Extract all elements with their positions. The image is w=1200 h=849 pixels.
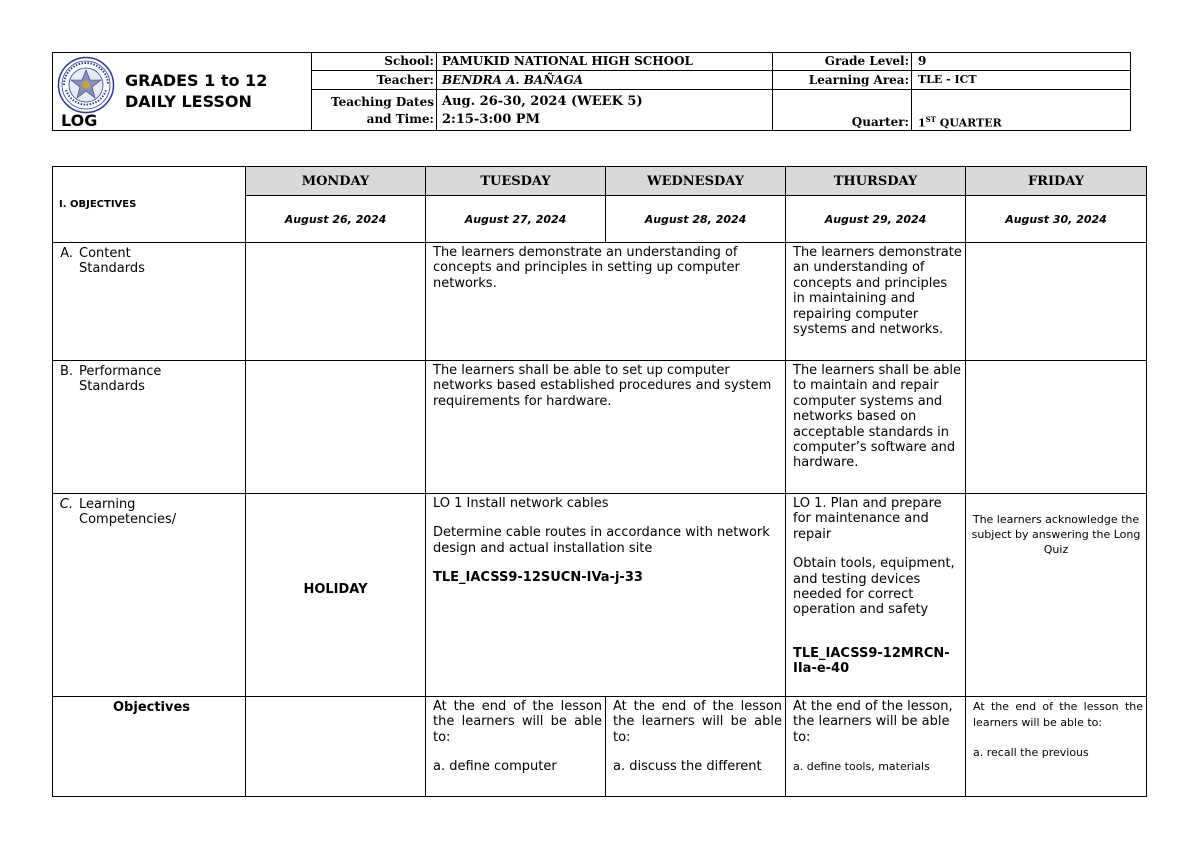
teaching-dates-value: Aug. 26-30, 2024 (WEEK 5) bbox=[442, 94, 643, 109]
content-standards-label bbox=[53, 243, 246, 361]
objectives-wednesday bbox=[606, 697, 786, 797]
competency-text: Determine cable routes in accordance with network design and actual installation site bbox=[433, 525, 770, 556]
performance-standards-friday bbox=[966, 361, 1147, 494]
teaching-dates-label: Teaching Dates bbox=[331, 95, 434, 109]
quarter-suffix: ST bbox=[925, 115, 936, 124]
dll-title-line2: DAILY LESSON bbox=[125, 92, 252, 111]
day-thursday: THURSDAY bbox=[786, 167, 966, 196]
row-label-text bbox=[79, 497, 176, 527]
day-friday: FRIDAY bbox=[966, 167, 1147, 196]
label-line: Content bbox=[79, 246, 131, 261]
time-label: and Time: bbox=[366, 112, 434, 126]
objectives-thursday bbox=[786, 697, 966, 797]
objective-item: a. define computer bbox=[433, 759, 557, 775]
learning-competencies-label bbox=[53, 494, 246, 697]
day-tuesday: TUESDAY bbox=[426, 167, 606, 196]
objective-intro: At the end of the lesson, the learners will be able to: bbox=[793, 699, 953, 745]
day-header-row bbox=[53, 167, 1147, 196]
header-divider bbox=[911, 53, 912, 130]
lo-title: LO 1. Plan and prepare for maintenance and repair bbox=[793, 496, 942, 542]
performance-standards-thursday: The learners shall be able to maintain and repair computer systems and networks based on acceptable standards in computer’s software and hardware. bbox=[786, 361, 966, 494]
objective-item: a. discuss the different bbox=[613, 759, 762, 775]
learning-competencies-row bbox=[53, 494, 1147, 697]
row-marker: A. bbox=[60, 246, 73, 261]
header-row-line bbox=[311, 89, 1130, 90]
label-line: Standards bbox=[79, 261, 145, 276]
row-label-text bbox=[79, 364, 161, 394]
dll-header bbox=[52, 52, 1131, 131]
quarter-value bbox=[918, 115, 1002, 130]
learning-area-label: Learning Area: bbox=[808, 73, 909, 87]
school-value: PAMUKID NATIONAL HIGH SCHOOL bbox=[442, 54, 693, 68]
label-line: Learning bbox=[79, 497, 136, 512]
learning-competencies-monday bbox=[246, 494, 426, 697]
school-label: School: bbox=[384, 54, 434, 68]
date-thursday: August 29, 2024 bbox=[786, 196, 966, 243]
content-standards-tue-wed: The learners demonstrate an understanding of concepts and principles in setting up computer networks. bbox=[426, 243, 786, 361]
row-marker: C. bbox=[59, 497, 73, 512]
objectives-row bbox=[53, 697, 1147, 797]
day-wednesday: WEDNESDAY bbox=[606, 167, 786, 196]
performance-standards-row bbox=[53, 361, 1147, 494]
dll-title-line3: LOG bbox=[61, 111, 98, 130]
logo-cell bbox=[53, 53, 312, 130]
quarter-number: 1 bbox=[918, 116, 926, 130]
label-line: Standards bbox=[79, 379, 145, 394]
teacher-value: BENDRA A. BAÑAGA bbox=[442, 73, 584, 87]
lesson-table bbox=[52, 166, 1147, 797]
grade-level-label: Grade Level: bbox=[824, 54, 909, 68]
teacher-label: Teacher: bbox=[376, 73, 434, 87]
holiday-label: HOLIDAY bbox=[303, 582, 368, 597]
date-friday: August 30, 2024 bbox=[966, 196, 1147, 243]
objectives-section-heading: I. OBJECTIVES bbox=[53, 167, 246, 243]
content-standards-row bbox=[53, 243, 1147, 361]
learning-competencies-thursday bbox=[786, 494, 966, 697]
objective-intro: At the end of the lesson the learners will be able to: bbox=[973, 700, 1143, 729]
date-monday: August 26, 2024 bbox=[246, 196, 426, 243]
date-tuesday: August 27, 2024 bbox=[426, 196, 606, 243]
performance-standards-label bbox=[53, 361, 246, 494]
objective-intro: At the end of the lesson the learners will be able to: bbox=[613, 699, 782, 745]
objectives-label: Objectives bbox=[53, 697, 246, 797]
objectives-friday bbox=[966, 697, 1147, 797]
friday-long-quiz-text: The learners acknowledge the subject by answering the Long Quiz bbox=[971, 513, 1141, 556]
learning-competencies-friday bbox=[966, 494, 1147, 697]
competency-code: TLE_IACSS9-12SUCN-IVa-j-33 bbox=[433, 570, 643, 586]
row-label-text bbox=[79, 246, 145, 276]
day-monday: MONDAY bbox=[246, 167, 426, 196]
label-line: Performance bbox=[79, 364, 162, 379]
objectives-tuesday bbox=[426, 697, 606, 797]
header-row-line bbox=[311, 70, 1130, 71]
competency-code: TLE_IACSS9-12MRCN-IIa-e-40 bbox=[793, 645, 950, 677]
competency-text: Obtain tools, equipment, and testing devices needed for correct operation and safety bbox=[793, 556, 955, 618]
quarter-word: QUARTER bbox=[939, 116, 1002, 130]
objective-item: a. recall the previous bbox=[973, 746, 1089, 759]
header-divider bbox=[436, 53, 437, 130]
time-value: 2:15-3:00 PM bbox=[442, 112, 540, 127]
content-standards-friday bbox=[966, 243, 1147, 361]
objectives-monday bbox=[246, 697, 426, 797]
grade-level-value: 9 bbox=[918, 54, 927, 68]
performance-standards-tue-wed: The learners shall be able to set up computer networks based established procedures and system requirements for hardware. bbox=[426, 361, 786, 494]
performance-standards-monday bbox=[246, 361, 426, 494]
learning-competencies-tue-wed bbox=[426, 494, 786, 697]
objective-intro: At the end of the lesson the learners will be able to: bbox=[433, 699, 602, 745]
label-line: Competencies/ bbox=[79, 512, 177, 527]
content-standards-thursday: The learners demonstrate an understanding of concepts and principles in maintaining and repairing computer systems and networks. bbox=[786, 243, 966, 361]
row-marker: B. bbox=[59, 364, 73, 379]
deped-seal-icon bbox=[57, 56, 115, 114]
dll-title-line1: GRADES 1 to 12 bbox=[125, 71, 268, 90]
quarter-label: Quarter: bbox=[851, 115, 909, 129]
lo-title: LO 1 Install network cables bbox=[433, 496, 609, 511]
content-standards-monday bbox=[246, 243, 426, 361]
learning-area-value: TLE - ICT bbox=[918, 73, 977, 86]
objective-item: a. define tools, materials bbox=[793, 760, 930, 774]
date-wednesday: August 28, 2024 bbox=[606, 196, 786, 243]
